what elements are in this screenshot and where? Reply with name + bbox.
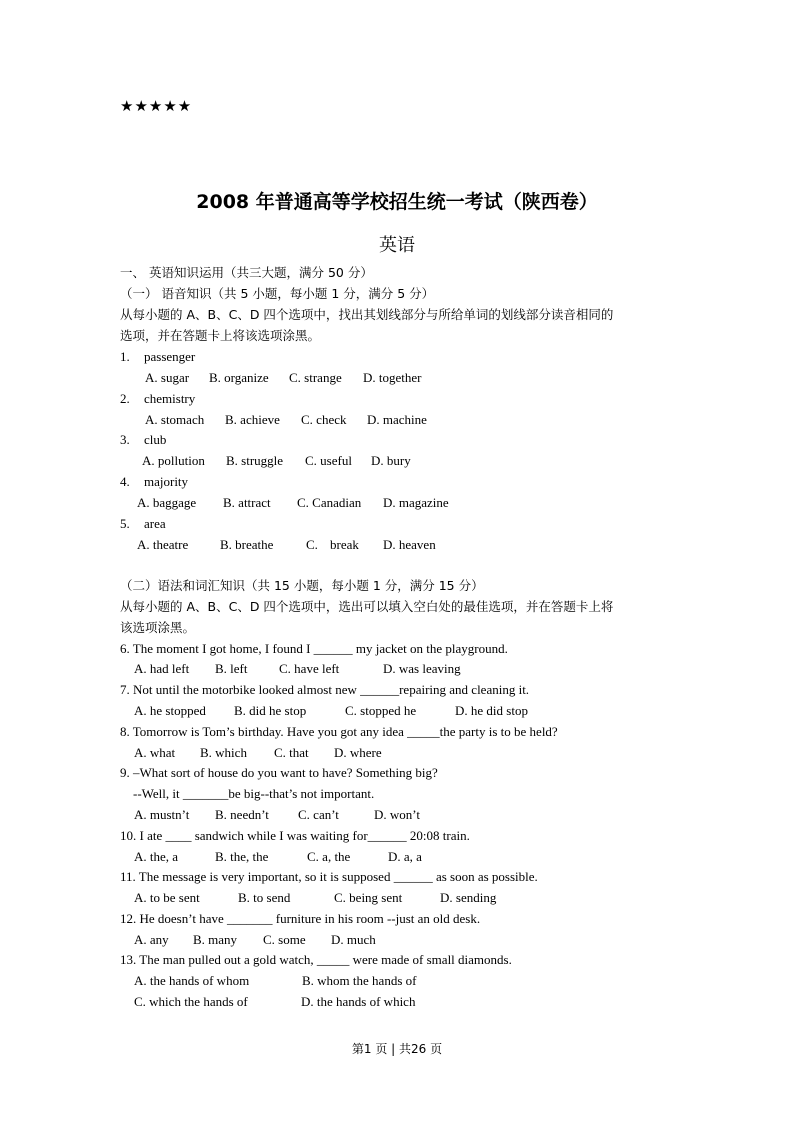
question-5-option-c-letter: C.	[306, 537, 318, 552]
question-12-option-c: C. some	[263, 932, 306, 947]
question-5-word: area	[144, 516, 166, 531]
question-9-option-d: D. won’t	[374, 807, 420, 822]
question-6-option-d: D. was leaving	[383, 661, 461, 676]
question-7-option-c: C. stopped he	[345, 703, 417, 718]
question-12-option-d: D. much	[331, 932, 376, 947]
question-7-stem: 7. Not until the motorbike looked almost new ______repairing and cleaning it.	[120, 682, 530, 697]
question-1-option-b: B. organize	[209, 370, 269, 385]
question-5-number: 5.	[120, 516, 130, 531]
question-9-stem-line2: --Well, it _______be big--that’s not important.	[133, 786, 375, 801]
question-6-option-b: B. left	[215, 661, 248, 676]
question-10-option-b: B. the, the	[215, 849, 269, 864]
section1-heading: 一、 英语知识运用（共三大题，满分 50 分）	[120, 265, 373, 280]
question-9-option-c: C. can’t	[298, 807, 339, 822]
question-2-option-c: C. check	[301, 412, 347, 427]
question-13-stem: 13. The man pulled out a gold watch, _____ were made of small diamonds.	[120, 952, 512, 967]
question-4-word: majority	[144, 474, 189, 489]
question-5-option-a: A. theatre	[137, 537, 189, 552]
question-9-option-a: A. mustn’t	[134, 807, 190, 822]
question-2-option-d: D. machine	[367, 412, 427, 427]
question-13-option-d: D. the hands of which	[301, 994, 416, 1009]
question-6-option-c: C. have left	[279, 661, 340, 676]
question-4-option-b: B. attract	[223, 495, 271, 510]
part1-instructions-line2: 选项，并在答题卡上将该选项涂黑。	[120, 328, 321, 343]
question-2-option-b: B. achieve	[225, 412, 280, 427]
question-13-option-a: A. the hands of whom	[134, 973, 250, 988]
question-4-number: 4.	[120, 474, 130, 489]
question-12-option-b: B. many	[193, 932, 238, 947]
question-12-stem: 12. He doesn’t have _______ furniture in his room --just an old desk.	[120, 911, 481, 926]
question-4-option-d: D. magazine	[383, 495, 449, 510]
question-13-option-c: C. which the hands of	[134, 994, 248, 1009]
question-3-number: 3.	[120, 432, 130, 447]
question-10-option-a: A. the, a	[134, 849, 179, 864]
question-10-stem: 10. I ate ____ sandwich while I was waiting for______ 20:08 train.	[120, 828, 470, 843]
question-11-option-a: A. to be sent	[134, 890, 200, 905]
question-4-option-a: A. baggage	[137, 495, 197, 510]
question-12-option-a: A. any	[134, 932, 169, 947]
question-7-option-a: A. he stopped	[134, 703, 206, 718]
question-10-option-c: C. a, the	[307, 849, 351, 864]
subject-heading: 英语	[379, 235, 415, 256]
question-10-option-d: D. a, a	[388, 849, 422, 864]
question-11-option-d: D. sending	[440, 890, 497, 905]
question-2-option-a: A. stomach	[145, 412, 205, 427]
question-3-option-c: C. useful	[305, 453, 352, 468]
question-5-option-c-word: break	[330, 537, 359, 552]
rating-stars: ★★★★★	[120, 97, 193, 115]
question-1-option-d: D. together	[363, 370, 422, 385]
question-9-option-b: B. needn’t	[215, 807, 269, 822]
page-footer: 第1 页 | 共26 页	[351, 1042, 443, 1056]
question-13-option-b: B. whom the hands of	[302, 973, 417, 988]
question-8-option-b: B. which	[200, 745, 247, 760]
question-3-option-b: B. struggle	[226, 453, 284, 468]
question-8-stem: 8. Tomorrow is Tom’s birthday. Have you got any idea _____the party is to be held?	[120, 724, 558, 739]
question-6-option-a: A. had left	[134, 661, 190, 676]
question-11-option-b: B. to send	[238, 890, 291, 905]
question-7-option-d: D. he did stop	[455, 703, 528, 718]
question-8-option-c: C. that	[274, 745, 309, 760]
exam-title: 2008 年普通高等学校招生统一考试（陕西卷）	[196, 191, 598, 213]
question-4-option-c: C. Canadian	[297, 495, 362, 510]
question-8-option-d: D. where	[334, 745, 382, 760]
part2-instructions-line2: 该选项涂黑。	[120, 620, 196, 635]
question-3-word: club	[144, 432, 167, 447]
question-1-number: 1.	[120, 349, 130, 364]
part2-heading: （二）语法和词汇知识（共 15 小题，每小题 1 分，满分 15 分）	[120, 578, 484, 593]
question-11-option-c: C. being sent	[334, 890, 403, 905]
question-5-option-b: B. breathe	[220, 537, 274, 552]
question-3-option-a: A. pollution	[142, 453, 205, 468]
question-7-option-b: B. did he stop	[234, 703, 307, 718]
question-5-option-d: D. heaven	[383, 537, 436, 552]
question-1-word: passenger	[144, 349, 196, 364]
question-3-option-d: D. bury	[371, 453, 411, 468]
part1-heading: （一） 语音知识（共 5 小题，每小题 1 分，满分 5 分）	[120, 286, 435, 301]
question-2-word: chemistry	[144, 391, 196, 406]
question-6-stem: 6. The moment I got home, I found I ______ my jacket on the playground.	[120, 641, 508, 656]
question-1-option-c: C. strange	[289, 370, 342, 385]
question-2-number: 2.	[120, 391, 130, 406]
question-1-option-a: A. sugar	[145, 370, 190, 385]
part2-instructions-line1: 从每小题的 A、B、C、D 四个选项中，选出可以填入空白处的最佳选项，并在答题卡上将	[120, 599, 614, 614]
question-8-option-a: A. what	[134, 745, 176, 760]
question-11-stem: 11. The message is very important, so it is supposed ______ as soon as possible.	[120, 869, 538, 884]
part1-instructions-line1: 从每小题的 A、B、C、D 四个选项中，找出其划线部分与所给单词的划线部分读音相同的	[120, 307, 614, 322]
question-9-stem: 9. –What sort of house do you want to have? Something big?	[120, 765, 438, 780]
